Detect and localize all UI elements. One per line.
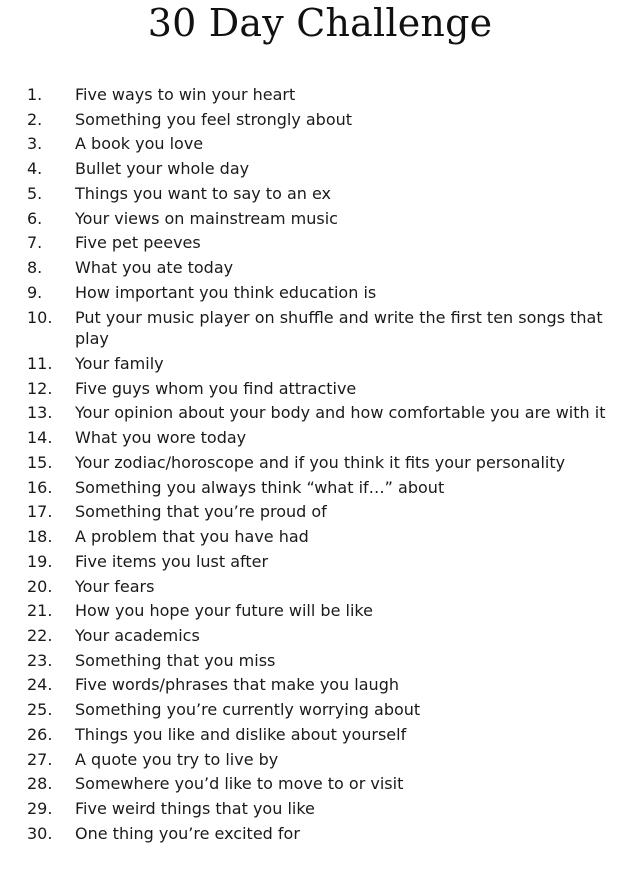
item-text: Put your music player on shuffle and write the first ten songs that play: [75, 307, 603, 349]
item-number: 12.: [27, 378, 53, 398]
list-item: [0, 526, 640, 548]
list-item: [0, 798, 640, 820]
item-text: A problem that you have had: [75, 527, 309, 547]
item-text: Something that you miss: [75, 650, 276, 670]
item-number: 16.: [27, 477, 53, 497]
item-number: 9.: [27, 282, 43, 302]
list-item: [0, 427, 640, 449]
list-item: [0, 232, 640, 254]
item-number: 17.: [27, 502, 53, 522]
list-item: [0, 452, 640, 474]
list-item: [0, 749, 640, 771]
item-text: Bullet your whole day: [75, 159, 250, 179]
list-item: [0, 699, 640, 721]
item-number: 10.: [27, 307, 53, 327]
item-text: Your zodiac/horoscope and if you think it fits your personality: [75, 452, 566, 472]
item-text: Five ways to win your heart: [75, 85, 296, 104]
item-number: 20.: [27, 576, 53, 596]
item-text: How important you think education is: [75, 282, 377, 302]
item-text: One thing you’re excited for: [75, 823, 300, 843]
item-number: 30.: [27, 823, 53, 843]
list-item: [0, 551, 640, 573]
list-item: [0, 650, 640, 672]
item-number: 25.: [27, 700, 53, 720]
item-text: Five items you lust after: [75, 551, 269, 571]
item-text: Five words/phrases that make you laugh: [75, 675, 399, 695]
list-item: [0, 674, 640, 696]
list-item: [0, 773, 640, 795]
item-number: 27.: [27, 749, 53, 769]
list-item: [0, 600, 640, 622]
item-text: Something that you’re proud of: [75, 502, 327, 522]
item-text: Your opinion about your body and how comfortable you are with it: [75, 403, 606, 423]
item-text: Something you feel strongly about: [75, 109, 353, 129]
item-number: 14.: [27, 428, 53, 448]
item-number: 4.: [27, 159, 43, 179]
list-item: [0, 353, 640, 375]
item-text: A quote you try to live by: [75, 749, 279, 769]
item-text: What you wore today: [75, 428, 247, 448]
item-number: 13.: [27, 403, 53, 423]
list-item: [0, 183, 640, 205]
list-item: [0, 282, 640, 304]
item-number: 29.: [27, 799, 53, 819]
item-number: 19.: [27, 551, 53, 571]
list-item: [0, 257, 640, 279]
item-number: 11.: [27, 353, 53, 373]
list-item: [0, 402, 640, 424]
list-item: [0, 208, 640, 230]
list-item: [0, 307, 640, 350]
list-item: [0, 724, 640, 746]
list-item: [0, 84, 640, 106]
list-item: [0, 109, 640, 131]
item-number: 3.: [27, 134, 43, 154]
item-text: What you ate today: [75, 258, 234, 278]
list-item: [0, 133, 640, 155]
item-text: Somewhere you’d like to move to or visit: [75, 774, 404, 794]
item-number: 15.: [27, 452, 53, 472]
item-text: Things you want to say to an ex: [75, 183, 332, 203]
item-text: Your fears: [75, 576, 155, 596]
item-text: Five weird things that you like: [75, 799, 315, 819]
item-number: 5.: [27, 183, 43, 203]
list-item: [0, 501, 640, 523]
list-item: [0, 158, 640, 180]
item-number: 21.: [27, 601, 53, 621]
item-text: Something you always think “what if…” about: [75, 477, 445, 497]
item-number: 1.: [27, 85, 43, 104]
item-number: 7.: [27, 233, 43, 253]
item-number: 18.: [27, 527, 53, 547]
list-item: [0, 477, 640, 499]
item-number: 24.: [27, 675, 53, 695]
item-text: Things you like and dislike about yourself: [75, 724, 407, 744]
item-text: Your views on mainstream music: [75, 208, 338, 228]
page-title: 30 Day Challenge: [147, 1, 493, 45]
list-item: [0, 576, 640, 598]
item-number: 23.: [27, 650, 53, 670]
list-item: [0, 378, 640, 400]
item-text: Five guys whom you find attractive: [75, 378, 357, 398]
item-text: Your family: [75, 353, 164, 373]
item-number: 28.: [27, 774, 53, 794]
challenge-list: [0, 84, 640, 848]
item-text: Something you’re currently worrying about: [75, 700, 421, 720]
list-item: [0, 625, 640, 647]
item-number: 26.: [27, 724, 53, 744]
list-item: [0, 823, 640, 845]
item-text: A book you love: [75, 134, 204, 154]
item-number: 22.: [27, 626, 53, 646]
item-text: Your academics: [75, 626, 200, 646]
item-number: 6.: [27, 208, 43, 228]
item-text: Five pet peeves: [75, 233, 201, 253]
item-number: 2.: [27, 109, 43, 129]
item-text: How you hope your future will be like: [75, 601, 373, 621]
item-number: 8.: [27, 258, 43, 278]
